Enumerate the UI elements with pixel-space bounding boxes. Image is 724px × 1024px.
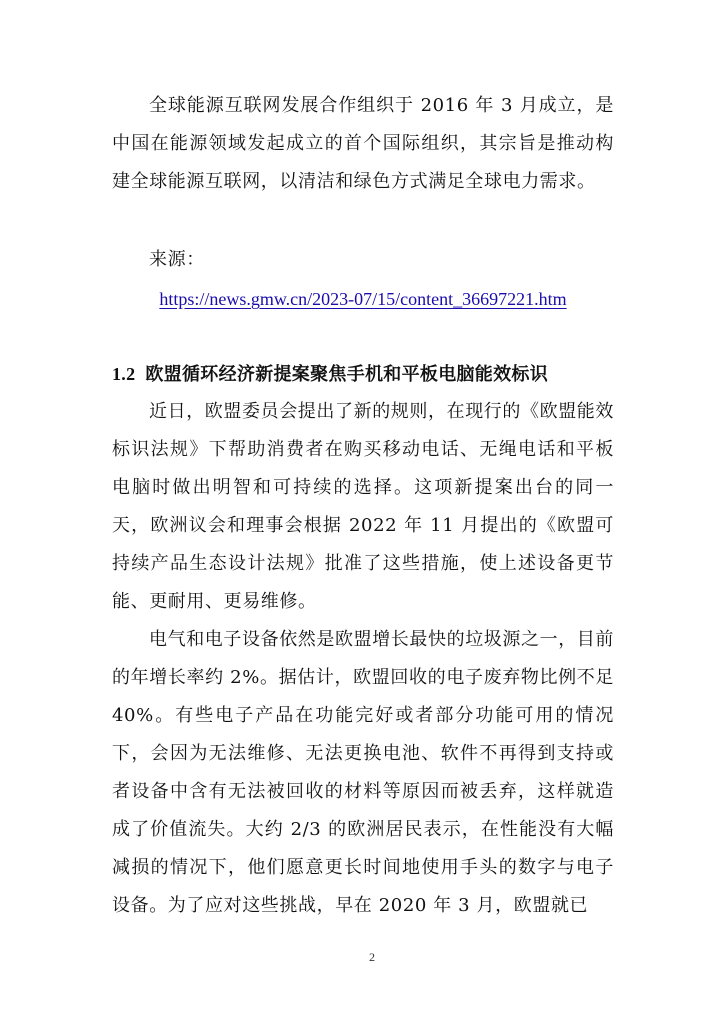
source-label: 来源： xyxy=(149,249,205,270)
section-paragraph-1-block xyxy=(112,393,614,621)
section-paragraph: 近日，欧盟委员会提出了新的规则，在现行的《欧盟能效标识法规》下帮助消费者在购买移动电话、无绳电话和平板电脑时做出明智和可持续的选择。这项新提案出台的同一天，欧洲议会和理事会根据 2022 年 11 月提出的《欧盟可持续产品生态设计法规》批准了这些措施，使上述设备更节能、更耐用、更易维修。 xyxy=(112,401,614,612)
section-paragraph-2-block xyxy=(112,621,614,925)
section-paragraph: 电气和电子设备依然是欧盟增长最快的垃圾源之一，目前的年增长率约 2%。据估计，欧盟回收的电子废弃物比例不足 40%。有些电子产品在功能完好或者部分功能可用的情况下，会因为无法维修、无法更换电池、软件不再得到支持或者设备中含有无法被回收的材料等原因而被丢弃，这样就造成了价值流失。大约 2/3 的欧洲居民表示，在性能没有大幅减损的情况下，他们愿意更长时间地使用手头的数字与电子设备。为了应对这些挑战，早在 2020 年 3 月，欧盟就已 xyxy=(112,629,614,916)
source-label-block xyxy=(112,241,614,279)
source-link[interactable]: https://news.gmw.cn/2023-07/15/content_36697221.htm xyxy=(159,289,567,309)
section-number: 1.2 xyxy=(112,364,136,384)
intro-paragraph-block xyxy=(112,87,614,201)
section-title: 欧盟循环经济新提案聚焦手机和平板电脑能效标识 xyxy=(145,364,549,385)
page-number: 2 xyxy=(369,950,375,964)
source-link-block xyxy=(112,281,614,317)
section-heading xyxy=(112,355,614,394)
intro-paragraph: 全球能源互联网发展合作组织于 2016 年 3 月成立，是中国在能源领域发起成立的首个国际组织，其宗旨是推动构建全球能源互联网，以清洁和绿色方式满足全球电力需求。 xyxy=(112,95,614,192)
